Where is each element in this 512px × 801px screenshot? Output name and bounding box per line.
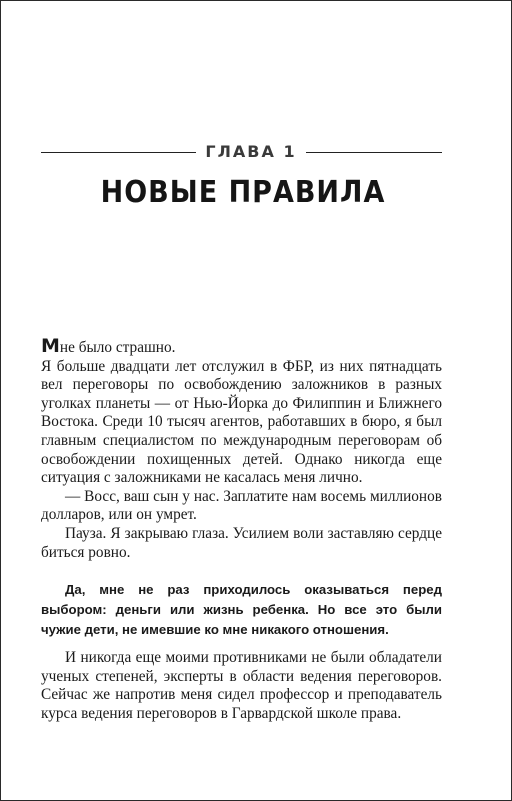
paragraph-pause: Пауза. Я закрываю глаза. Усилием воли заставляю сердце биться ровно.	[41, 524, 442, 561]
body-text-block	[41, 337, 442, 562]
chapter-rule-left	[41, 152, 196, 153]
closing-text-block	[41, 649, 442, 723]
chapter-rule-right	[306, 152, 442, 153]
opening-line-text: не было страшно.	[59, 339, 176, 356]
drop-cap: М	[41, 335, 60, 357]
paragraph-fbi: Я больше двадцати лет отслужил в ФБР, из них пятнадцать вел переговоры по освобождению заложников в разных уголках планеты — от Нью-Йорка до Филиппин и Ближнего Востока. Среди 10 тысяч агентов, работавших в бюро, я был главным специалистом по международным переговорам об освобождении похищенных детей. Однако никогда еще ситуация с заложниками не касалась меня лично.	[41, 357, 442, 487]
paragraph-opponents: И никогда еще моими противниками не были обладатели ученых степеней, эксперты в области ведения переговоров. Сейчас же напротив меня сидел профессор и преподаватель курса ведения переговоров в Гарвардской школе права.	[41, 649, 442, 722]
opening-line	[41, 337, 442, 358]
bold-text-block	[41, 580, 442, 640]
paragraph-bold: Да, мне не раз приходилось оказываться перед выбором: деньги или жизнь ребенка. Но все это были чужие дети, не имевшие ко мне никакого отношения.	[41, 582, 442, 637]
chapter-title: НОВЫЕ ПРАВИЛА	[100, 175, 386, 210]
paragraph-dialogue: — Восс, ваш сын у нас. Заплатите нам восемь миллионов долларов, или он умрет.	[41, 487, 442, 524]
chapter-label: ГЛАВА 1	[205, 142, 297, 161]
